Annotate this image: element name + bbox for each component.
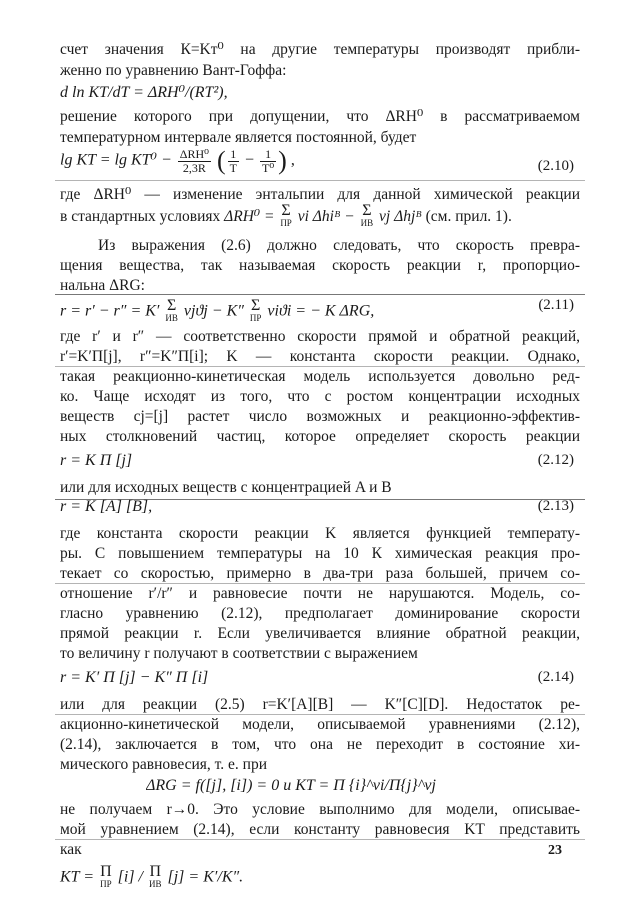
equation-body: r = K′ Π [j] − K″ Π [i] <box>60 669 209 686</box>
equation-2-13 <box>60 494 580 520</box>
text-line: нальна ΔRG: <box>60 277 145 294</box>
text-line: веществ cj=[j] растет число возможных и реакционно-эффектив- <box>60 408 580 425</box>
text-line: отношение r′/r″ и равновесие почти не нарушаются. Модель, со- <box>60 585 580 602</box>
fraction-denominator: T <box>229 160 237 175</box>
equation-2-14 <box>60 663 580 691</box>
rule-line <box>55 180 585 181</box>
product-sign: Π <box>100 863 112 880</box>
sum-symbol <box>280 205 292 229</box>
fraction-denominator: 2,3R <box>182 160 206 175</box>
equation-body <box>60 863 244 890</box>
equation-fragment: νjϑj − K″ <box>183 302 244 320</box>
text-line: прямой реакции r. Если увеличивается влияние обратной реакции, <box>60 625 580 642</box>
equation-2-11 <box>60 290 580 326</box>
text-line: не получаем r→0. Это условие выполнимо для модели, описывае- <box>60 801 580 818</box>
paren-close: ) <box>278 146 287 175</box>
text-line: гласно уравнению (2.12), предполагает доминирование скорости <box>60 605 580 622</box>
fraction-numerator: 1 <box>228 148 239 162</box>
sum-sign: Σ <box>362 203 372 220</box>
equation-number: (2.11) <box>538 297 574 313</box>
product-limit: ИВ <box>148 879 162 889</box>
text-line: решение которого при допущении, что ΔRH⁰ в рассматриваемом <box>60 108 580 125</box>
text-line: где ΔRH⁰ — изменение энтальпии для данной химической реакции <box>60 186 580 203</box>
equation-equilibrium: ΔRG = f([j], [i]) = 0 и KT = Π {i}^νi/Π{j}^νj <box>146 777 436 794</box>
equation-body <box>60 297 375 324</box>
equation-number: (2.12) <box>537 452 574 468</box>
text-line: мического равновесия, т. е. при <box>60 756 268 773</box>
equation-fragment: KT = <box>60 868 95 886</box>
text-fragment: (см. прил. 1). <box>425 208 512 225</box>
paren-open: ( <box>216 146 226 175</box>
equation-fragment: r = r′ − r″ = K′ <box>60 302 160 320</box>
text-line: r′=K′Π[j], r″=K″Π[i]; K — константа скорости реакции. Однако, <box>60 348 580 365</box>
sum-sign: Σ <box>281 203 291 220</box>
equation-2-10 <box>60 146 580 180</box>
product-symbol <box>148 863 162 890</box>
text-line: такая реакционно-кинетическая модель используется довольно ред- <box>60 368 580 385</box>
text-line: ры. С повышением температуры на 10 К химическая реакция про- <box>60 545 580 562</box>
sum-limit: ПР <box>280 218 292 229</box>
equation-number: (2.13) <box>537 498 574 514</box>
equation-body: r = K [A] [B], <box>60 498 153 515</box>
sum-limit: ИВ <box>360 218 374 229</box>
equation-2-12 <box>60 446 580 474</box>
sum-symbol <box>165 297 178 324</box>
text-line: счет значения К=Kт⁰ на другие температуры производят прибли- <box>60 41 580 58</box>
sum-limit: ИВ <box>165 313 178 323</box>
product-symbol <box>100 863 112 890</box>
equation-lhs: lg KT = lg KT⁰ − <box>60 151 172 169</box>
text-line: текает со скоростью, примерно в два-три раза большей, причем со- <box>60 565 580 582</box>
text-line: мой уравнением (2.14), если константу равновесия KT представить <box>60 821 580 838</box>
text-line: акционно-кинетической модели, описываемой уравнениями (2.12), <box>60 716 580 733</box>
sum-sign: Σ <box>167 297 177 314</box>
equation-number: (2.10) <box>537 158 574 174</box>
text-line: (2.14), заключается в том, что она не переходит в состояние хи- <box>60 736 580 753</box>
text-fragment: в стандартных условиях <box>60 208 221 225</box>
fraction-denominator: T⁰ <box>262 160 275 175</box>
sum-limit: ПР <box>249 313 262 323</box>
equation-fragment: νi Δhiᴮ − <box>297 208 355 225</box>
text-line-with-sums <box>60 203 580 231</box>
text-line: как <box>60 841 82 858</box>
fraction <box>228 148 239 175</box>
sum-symbol <box>361 205 374 229</box>
fraction <box>260 148 276 175</box>
text-line: или для реакции (2.5) r=K′[A][B] — K″[C][D]. Недостаток ре- <box>60 696 580 713</box>
equation-fragment: [i] / <box>117 868 143 886</box>
text-line: температурном интервале является постоянной, будет <box>60 129 417 146</box>
equation-body: r = K Π [j] <box>60 452 133 469</box>
equation-fragment: ΔRH⁰ = <box>224 208 275 225</box>
text-line: где r′ и r″ — соответственно скорости прямой и обратной реакций, <box>60 328 580 345</box>
equation-fragment: νiϑi = − K ΔRG, <box>267 302 375 320</box>
text-line: Из выражения (2.6) должно следовать, что скорость превра- <box>98 237 580 254</box>
product-sign: Π <box>149 863 162 880</box>
text-line: или для исходных веществ с концентрацией A и B <box>60 479 392 496</box>
text-line: ных столкновений частиц, которое определяет скорость реакции <box>60 428 580 445</box>
equation-final <box>60 856 420 892</box>
equation-fragment: [j] = K′/K″. <box>167 868 244 886</box>
equation-number: (2.14) <box>537 669 574 685</box>
sum-sign: Σ <box>251 297 261 314</box>
fraction <box>178 148 211 175</box>
fraction-numerator: ΔRH⁰ <box>179 146 209 161</box>
equation-vant-hoff: d ln KT/dT = ΔRH⁰/(RT²), <box>60 84 228 101</box>
product-limit: ПР <box>100 879 112 889</box>
text-line: щения вещества, так называемая скорость реакции r, пропорцио- <box>60 257 580 274</box>
fraction-numerator: 1 <box>260 148 276 162</box>
page-number: 23 <box>548 843 562 858</box>
equation-fragment: νj Δhjᴮ <box>379 208 422 225</box>
text-line: женно по уравнению Вант-Гоффа: <box>60 62 287 79</box>
sum-symbol <box>249 297 262 324</box>
text-line: то величину r получают в соответствии с выражением <box>60 645 418 662</box>
text-line: где константа скорости реакции K является функцией температу- <box>60 525 580 542</box>
text-line: ко. Чаще исходят из того, что с ростом концентрации исходных <box>60 388 580 405</box>
equation-body: lg KT = lg KT⁰ − $\frac{\text{ΔRH⁰}}{2,3R}$ ( $\frac{1}{T}$ − $\frac{1}{\text{T⁰}}$ ) , <box>60 146 295 175</box>
rule-line <box>55 839 585 840</box>
